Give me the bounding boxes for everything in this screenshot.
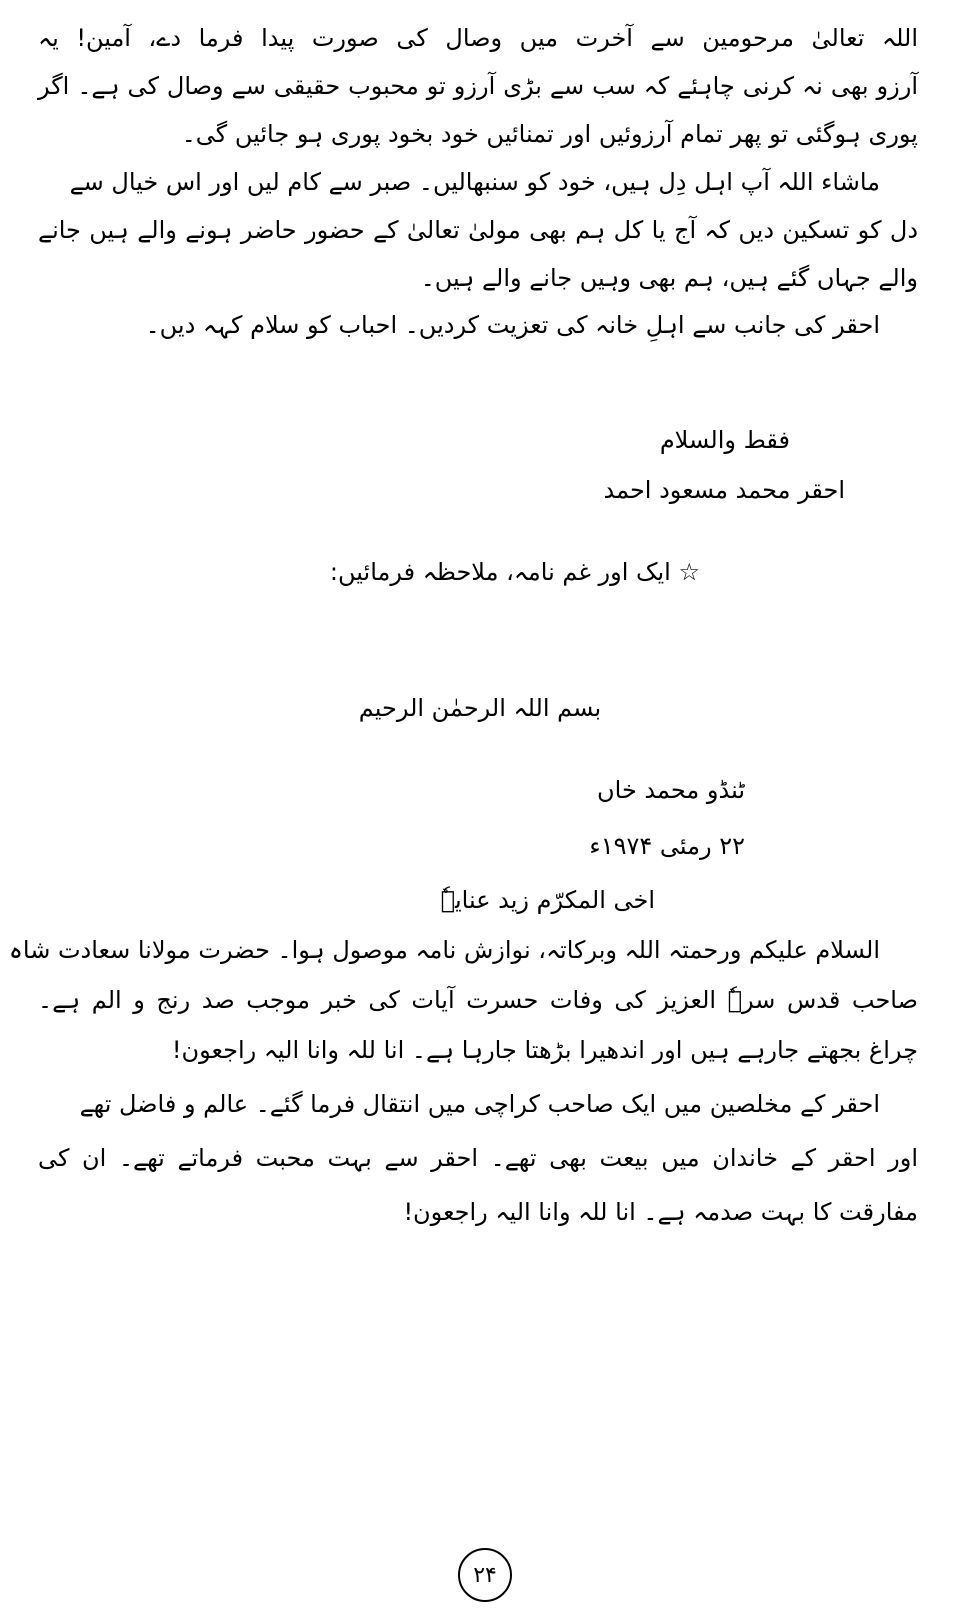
letter1-p2-line3: والے جہاں گئے ہیں، ہم بھی وہیں جانے والے ہیں۔ [420, 264, 918, 292]
letter2-p2-line2: اور احقر کے خاندان میں بیعت بھی تھے۔ احقر سے بہت محبت فرماتے تھے۔ ان کی [38, 1144, 918, 1172]
letter1-p1-line3: پوری ہوگئی تو پھر تمام آرزوئیں اور تمنائیں خود بخود پوری ہو جائیں گی۔ [181, 120, 918, 148]
letter2-p2-line3: مفارقت کا بہت صدمہ ہے۔ انا للہ وانا الیہ راجعون! [403, 1198, 918, 1226]
letter2-place: ٹنڈو محمد خاں [597, 776, 745, 804]
page-number: ۲۴ [458, 1548, 512, 1602]
letter2-p1-line2: صاحب قدس سرہٗ العزیز کی وفات حسرت آیات کی خبر موجب صد رنج و الم ہے۔ [38, 986, 918, 1014]
intro-note: ☆ ایک اور غم نامہ، ملاحظہ فرمائیں: [329, 558, 700, 586]
letter1-p2-line2: دل کو تسکین دیں کہ آج یا کل ہم بھی مولیٰ تعالیٰ کے حضور حاضر ہونے والے ہیں جانے [38, 216, 918, 244]
letter2-salutation: اخی المکرّم زید عنایۃٗ [440, 886, 655, 914]
letter1-signature: احقر محمد مسعود احمد [603, 476, 845, 504]
letter1-p1-line1: اللہ تعالیٰ مرحومین سے آخرت میں وصال کی صورت پیدا فرما دے، آمین! یہ [38, 24, 918, 52]
letter2-date: ۲۲ رمئی ۱۹۷۴ء [589, 832, 745, 860]
letter1-closing: فقط والسلام [659, 426, 790, 454]
bismillah: بسم اللہ الرحمٰن الرحیم [358, 694, 602, 722]
letter1-p1-line2: آرزو بھی نہ کرنی چاہئے کہ سب سے بڑی آرزو تو محبوب حقیقی سے وصال کی ہے۔ اگر [38, 72, 918, 100]
letter2-p2-line1: احقر کے مخلصین میں ایک صاحب کراچی میں انتقال فرما گئے۔ عالم و فاضل تھے [79, 1090, 880, 1118]
letter1-p2-line1: ماشاء اللہ آپ اہل دِل ہیں، خود کو سنبھالیں۔ صبر سے کام لیں اور اس خیال سے [69, 168, 880, 196]
letter2-p1-line3: چراغ بجھتے جارہے ہیں اور اندھیرا بڑھتا جارہا ہے۔ انا للہ وانا الیہ راجعون! [171, 1036, 918, 1064]
letter1-p3: احقر کی جانب سے اہلِ خانہ کی تعزیت کردیں۔ احباب کو سلام کہہ دیں۔ [145, 311, 880, 339]
letter2-p1-line1: السلام علیکم ورحمتہ اللہ وبرکاتہ، نوازش نامہ موصول ہوا۔ حضرت مولانا سعادت شاہ [8, 936, 880, 964]
